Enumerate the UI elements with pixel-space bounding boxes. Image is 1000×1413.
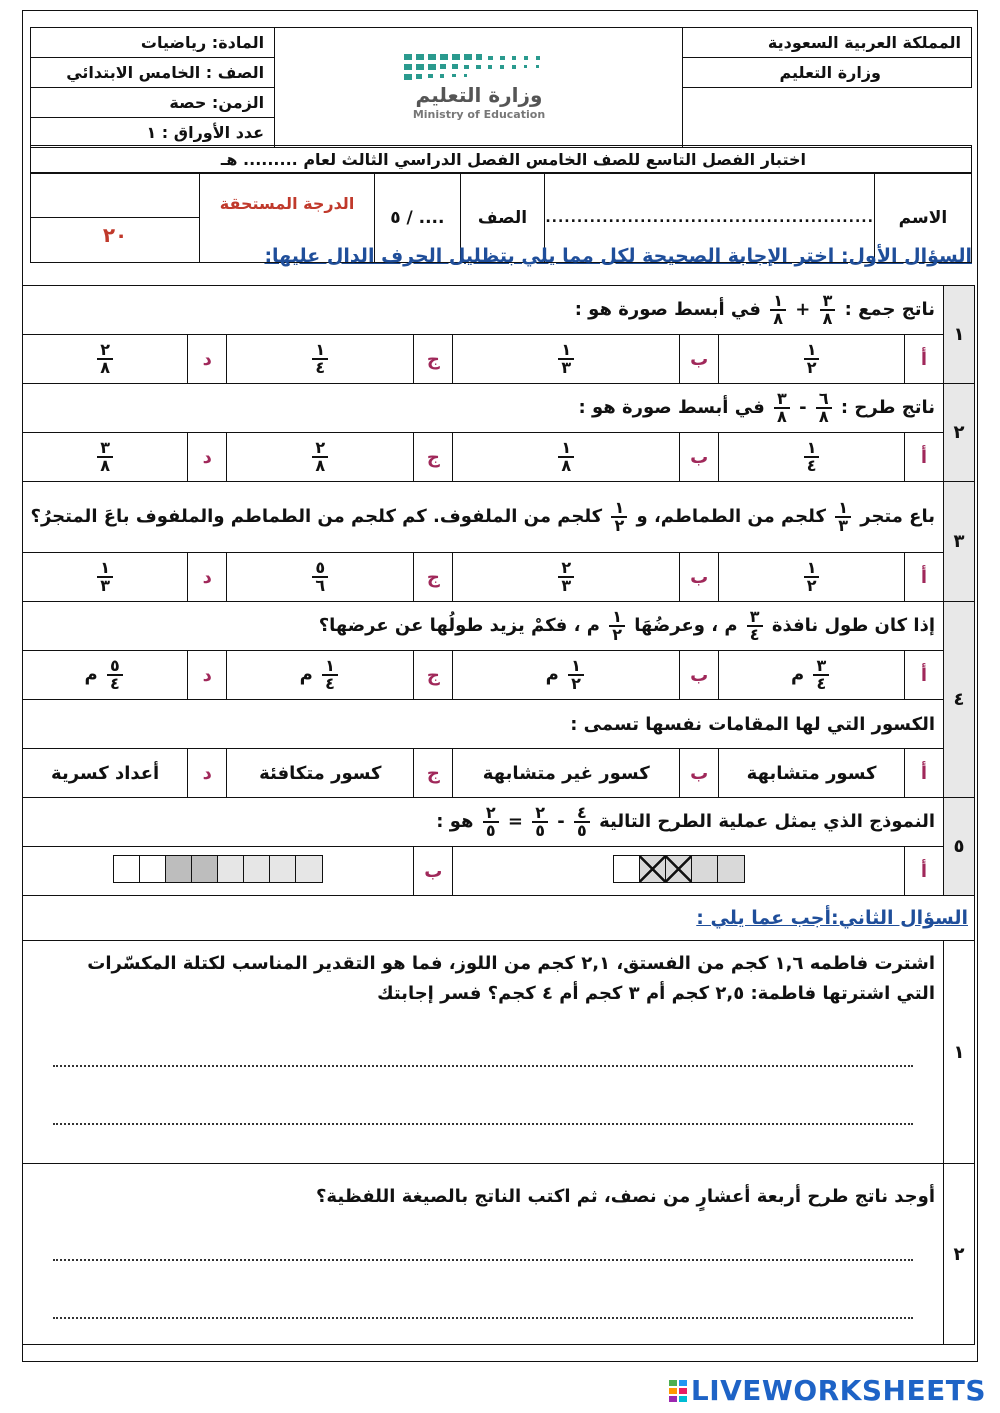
class-label: الصف	[460, 174, 545, 263]
exam-title: اختبار الفصل التاسع للصف الخامس الفصل الدراسي الثالث لعام ......... هـ	[30, 145, 972, 173]
option-a[interactable]: أ	[905, 749, 944, 798]
option-b[interactable]: ب	[414, 847, 453, 896]
model-a	[453, 847, 905, 896]
option-a-value: $\frac{١}{٤}$	[719, 433, 905, 482]
option-d[interactable]: د	[188, 651, 227, 700]
option-a[interactable]: أ	[905, 335, 944, 384]
header-table	[30, 27, 972, 148]
fraction: $\frac{٢}{٥}$	[483, 805, 499, 839]
option-a[interactable]: أ	[905, 847, 944, 896]
option-a[interactable]: أ	[905, 651, 944, 700]
q2-title: السؤال الثاني:أجب عما يلي :	[696, 907, 968, 929]
model-b-box	[270, 856, 296, 882]
q1-item4-text: إذا كان طول نافذة $\frac{٣}{٤}$ م ، وعرضُهَا $\frac{١}{٢}$ م ، فكمْ يزيد طولُها عن عرضها؟	[23, 602, 944, 651]
ministry-logo	[275, 28, 683, 148]
q1-item3-text: باع متجر $\frac{١}{٣}$ كلجم من الطماطم، و $\frac{١}{٢}$ كلجم من الملفوف. كم كلجم من الطماطم والملفوف باعَ المتجرُ؟	[23, 482, 944, 553]
q1-item2-text: ناتج طرح : $\frac{٦}{٨}$ - $\frac{٣}{٨}$ في أبسط صورة هو :	[23, 384, 944, 433]
option-b-value: $\frac{٢}{٣}$	[453, 553, 680, 602]
model-a-box	[614, 856, 640, 882]
option-a-value: م $\frac{٣}{٤}$	[719, 651, 905, 700]
deserved-label: الدرجة المستحقة	[200, 174, 375, 263]
name-label: الاسم	[874, 174, 971, 263]
svg-text:وزارة التعليم: وزارة التعليم	[415, 82, 543, 107]
q1-item4-number: ٤	[944, 602, 975, 798]
fraction: $\frac{١}{٢}$	[609, 609, 625, 643]
q1-item4b-text: الكسور التي لها المقامات نفسها تسمى :	[23, 700, 944, 749]
model-b-box	[296, 856, 322, 882]
q1-item1-text: ناتج جمع : $\frac{٣}{٨}$ + $\frac{١}{٨}$ في أبسط صورة هو :	[23, 286, 944, 335]
option-b[interactable]: ب	[680, 335, 719, 384]
model-b-box	[244, 856, 270, 882]
model-a-boxes	[613, 855, 745, 883]
total-score-cell	[31, 174, 200, 263]
model-b-box	[192, 856, 218, 882]
kingdom: المملكة العربية السعودية	[683, 28, 972, 58]
option-b-value: كسور غير متشابهة	[453, 749, 680, 798]
option-b-value: $\frac{١}{٣}$	[453, 335, 680, 384]
q1-item5-number: ٥	[944, 798, 975, 896]
model-b-box	[114, 856, 140, 882]
ministry: وزارة التعليم	[683, 58, 972, 88]
option-a-value: $\frac{١}{٢}$	[719, 335, 905, 384]
answer-line[interactable]	[53, 1123, 913, 1125]
fraction: $\frac{٣}{٨}$	[820, 293, 836, 327]
option-d[interactable]: د	[188, 553, 227, 602]
ministry-logo-icon	[384, 46, 574, 126]
option-d-value: $\frac{٣}{٨}$	[23, 433, 188, 482]
name-field[interactable]: ....................................................	[545, 174, 875, 263]
q2-item2-text: أوجد ناتج طرح أربعة أعشارٍ من نصف، ثم اكتب الناتج بالصيغة اللفظية؟	[315, 1186, 935, 1207]
q2-item1-text: اشترت فاطمه ١,٦ كجم من الفستق، ٢,١ كجم من اللوز، فما هو التقدير المناسب لكتلة المكسّرات التي اشترتها فاطمة: ٢,٥ كجم أم ٣ كجم أم ٤ كجم؟ فسر إجابتك	[87, 953, 935, 1004]
liveworksheets-icon	[669, 1376, 687, 1398]
q2-item1-number: ١	[944, 941, 975, 1164]
model-b-box	[166, 856, 192, 882]
option-c[interactable]: ج	[414, 749, 453, 798]
fraction: $\frac{٦}{٨}$	[816, 391, 832, 425]
q1-item5-text: النموذج الذي يمثل عملية الطرح التالية $\frac{٤}{٥}$ - $\frac{٢}{٥}$ = $\frac{٢}{٥}$ هو :	[23, 798, 944, 847]
option-d-value: $\frac{٢}{٨}$	[23, 335, 188, 384]
q1-item3-number: ٣	[944, 482, 975, 602]
empty-cell	[683, 88, 972, 148]
option-c-value: كسور متكافئة	[227, 749, 414, 798]
total-score: ٢٠	[102, 223, 128, 247]
option-b-value: $\frac{١}{٨}$	[453, 433, 680, 482]
option-a-value: $\frac{١}{٢}$	[719, 553, 905, 602]
q1-table	[22, 285, 975, 1345]
option-c[interactable]: ج	[414, 553, 453, 602]
fraction: $\frac{١}{٨}$	[770, 293, 786, 327]
fraction: $\frac{١}{٢}$	[611, 500, 627, 534]
option-b-value: م $\frac{١}{٢}$	[453, 651, 680, 700]
option-c-value: م $\frac{١}{٤}$	[227, 651, 414, 700]
q2-item1	[23, 941, 944, 1164]
option-c-value: $\frac{٥}{٦}$	[227, 553, 414, 602]
option-c[interactable]: ج	[414, 335, 453, 384]
grade: الصف : الخامس الابتدائي	[31, 58, 275, 88]
model-a-box	[666, 856, 692, 882]
score: ٥ / ....	[375, 174, 461, 263]
option-d[interactable]: د	[188, 749, 227, 798]
fraction: $\frac{٣}{٤}$	[747, 609, 763, 643]
q1-item2-number: ٢	[944, 384, 975, 482]
model-a-box	[640, 856, 666, 882]
q2-item2-number: ٢	[944, 1164, 975, 1345]
model-b-box	[218, 856, 244, 882]
model-b-boxes	[113, 855, 323, 883]
option-b[interactable]: ب	[680, 433, 719, 482]
time: الزمن: حصة	[31, 88, 275, 118]
subject: المادة: رياضيات	[31, 28, 275, 58]
option-d[interactable]: د	[188, 335, 227, 384]
answer-line[interactable]	[53, 1317, 913, 1319]
q1-item1-number: ١	[944, 286, 975, 384]
fraction: $\frac{٢}{٥}$	[532, 805, 548, 839]
model-b	[23, 847, 414, 896]
model-a-box	[718, 856, 744, 882]
option-b[interactable]: ب	[680, 553, 719, 602]
option-a[interactable]: أ	[905, 433, 944, 482]
option-c-value: $\frac{٢}{٨}$	[227, 433, 414, 482]
fraction: $\frac{١}{٣}$	[835, 500, 851, 534]
option-c[interactable]: ج	[414, 433, 453, 482]
q1-title: السؤال الأول: اختر الإجابة الصحيحة لكل مما يلي بتظليل الحرف الدال عليها:	[264, 245, 972, 267]
fraction: $\frac{٤}{٥}$	[574, 805, 590, 839]
model-a-box	[692, 856, 718, 882]
watermark: LIVEWORKSHEETS	[669, 1374, 986, 1407]
option-d-value: $\frac{١}{٣}$	[23, 553, 188, 602]
fraction: $\frac{٣}{٨}$	[774, 391, 790, 425]
option-a[interactable]: أ	[905, 553, 944, 602]
q2-item2	[23, 1164, 944, 1345]
option-c-value: $\frac{١}{٤}$	[227, 335, 414, 384]
option-a-value: كسور متشابهة	[719, 749, 905, 798]
svg-text:Ministry of Education: Ministry of Education	[412, 107, 545, 121]
model-b-box	[140, 856, 166, 882]
option-b[interactable]: ب	[680, 651, 719, 700]
option-c[interactable]: ج	[414, 651, 453, 700]
option-d-value: أعداد كسرية	[23, 749, 188, 798]
pages: عدد الأوراق : ١	[31, 118, 275, 148]
option-d[interactable]: د	[188, 433, 227, 482]
option-b[interactable]: ب	[680, 749, 719, 798]
option-d-value: م $\frac{٥}{٤}$	[23, 651, 188, 700]
q2-title-cell	[23, 896, 975, 941]
